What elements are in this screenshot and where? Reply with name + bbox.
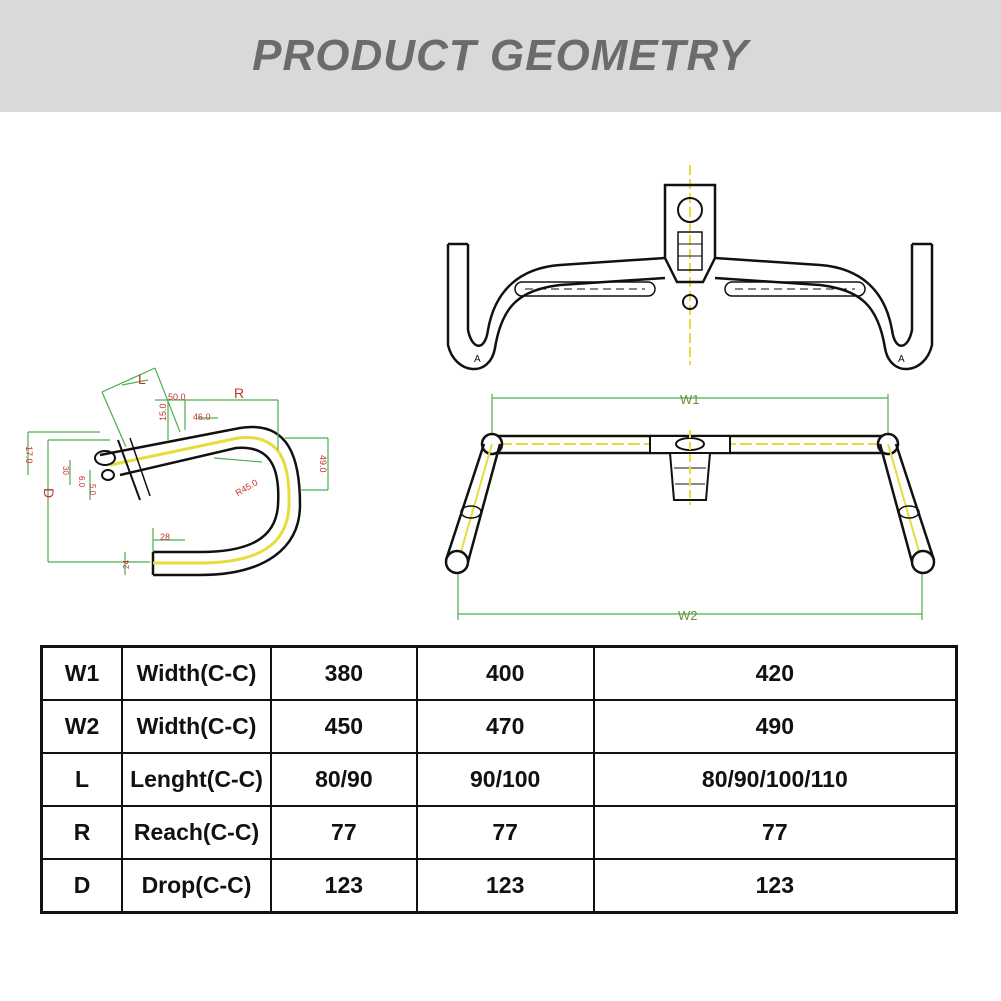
row-name: Lenght(C-C) — [122, 753, 271, 806]
side-bar-inner — [120, 448, 278, 552]
row-name: Drop(C-C) — [122, 859, 271, 913]
table-cell: 77 — [594, 806, 957, 859]
label-15: 15.0 — [158, 403, 168, 421]
label-46: 46.0 — [193, 412, 211, 422]
side-view — [24, 368, 328, 575]
label-D: D — [41, 488, 57, 499]
row-code: W2 — [42, 700, 123, 753]
row-code: D — [42, 859, 123, 913]
table-cell: 380 — [271, 647, 417, 701]
table-cell: 470 — [417, 700, 594, 753]
table-cell: 80/90/100/110 — [594, 753, 957, 806]
table-cell: 123 — [271, 859, 417, 913]
row-code: L — [42, 753, 123, 806]
label-30: 30 — [61, 466, 70, 475]
label-50: 50.0 — [168, 392, 186, 402]
top-view-lower — [446, 392, 934, 623]
label-6: 6.0 — [77, 476, 86, 488]
label-49: 49.0 — [318, 455, 328, 473]
label-L: L — [138, 371, 146, 387]
row-code: W1 — [42, 647, 123, 701]
row-code: R — [42, 806, 123, 859]
row-name: Reach(C-C) — [122, 806, 271, 859]
table-row — [42, 700, 957, 753]
svg-text:A: A — [898, 354, 905, 365]
page-title: PRODUCT GEOMETRY — [252, 31, 749, 80]
table-row — [42, 806, 957, 859]
table-cell: 450 — [271, 700, 417, 753]
title-banner — [0, 0, 1001, 112]
table-cell: 400 — [417, 647, 594, 701]
table-cell: 80/90 — [271, 753, 417, 806]
row-name: Width(C-C) — [122, 647, 271, 701]
geometry-drawing — [0, 112, 1001, 642]
label-W1: W1 — [680, 392, 700, 407]
table-cell: 77 — [417, 806, 594, 859]
table-row — [42, 753, 957, 806]
label-24: 24 — [122, 560, 131, 569]
table-cell: 123 — [594, 859, 957, 913]
table-cell: 90/100 — [417, 753, 594, 806]
row-name: Width(C-C) — [122, 700, 271, 753]
label-5: 5.0 — [88, 484, 97, 496]
label-28: 28 — [160, 532, 171, 542]
label-r45: R45.0 — [233, 477, 260, 498]
top-view-upper — [448, 165, 932, 369]
label-R: R — [234, 385, 245, 401]
table-cell: 77 — [271, 806, 417, 859]
svg-text:A: A — [474, 354, 481, 365]
table-row — [42, 859, 957, 913]
table-cell: 420 — [594, 647, 957, 701]
geometry-table — [40, 645, 958, 914]
label-W2: W2 — [678, 608, 698, 623]
table-cell: 490 — [594, 700, 957, 753]
table-row — [42, 647, 957, 701]
table-cell: 123 — [417, 859, 594, 913]
label-17: 17.0 — [24, 446, 34, 464]
